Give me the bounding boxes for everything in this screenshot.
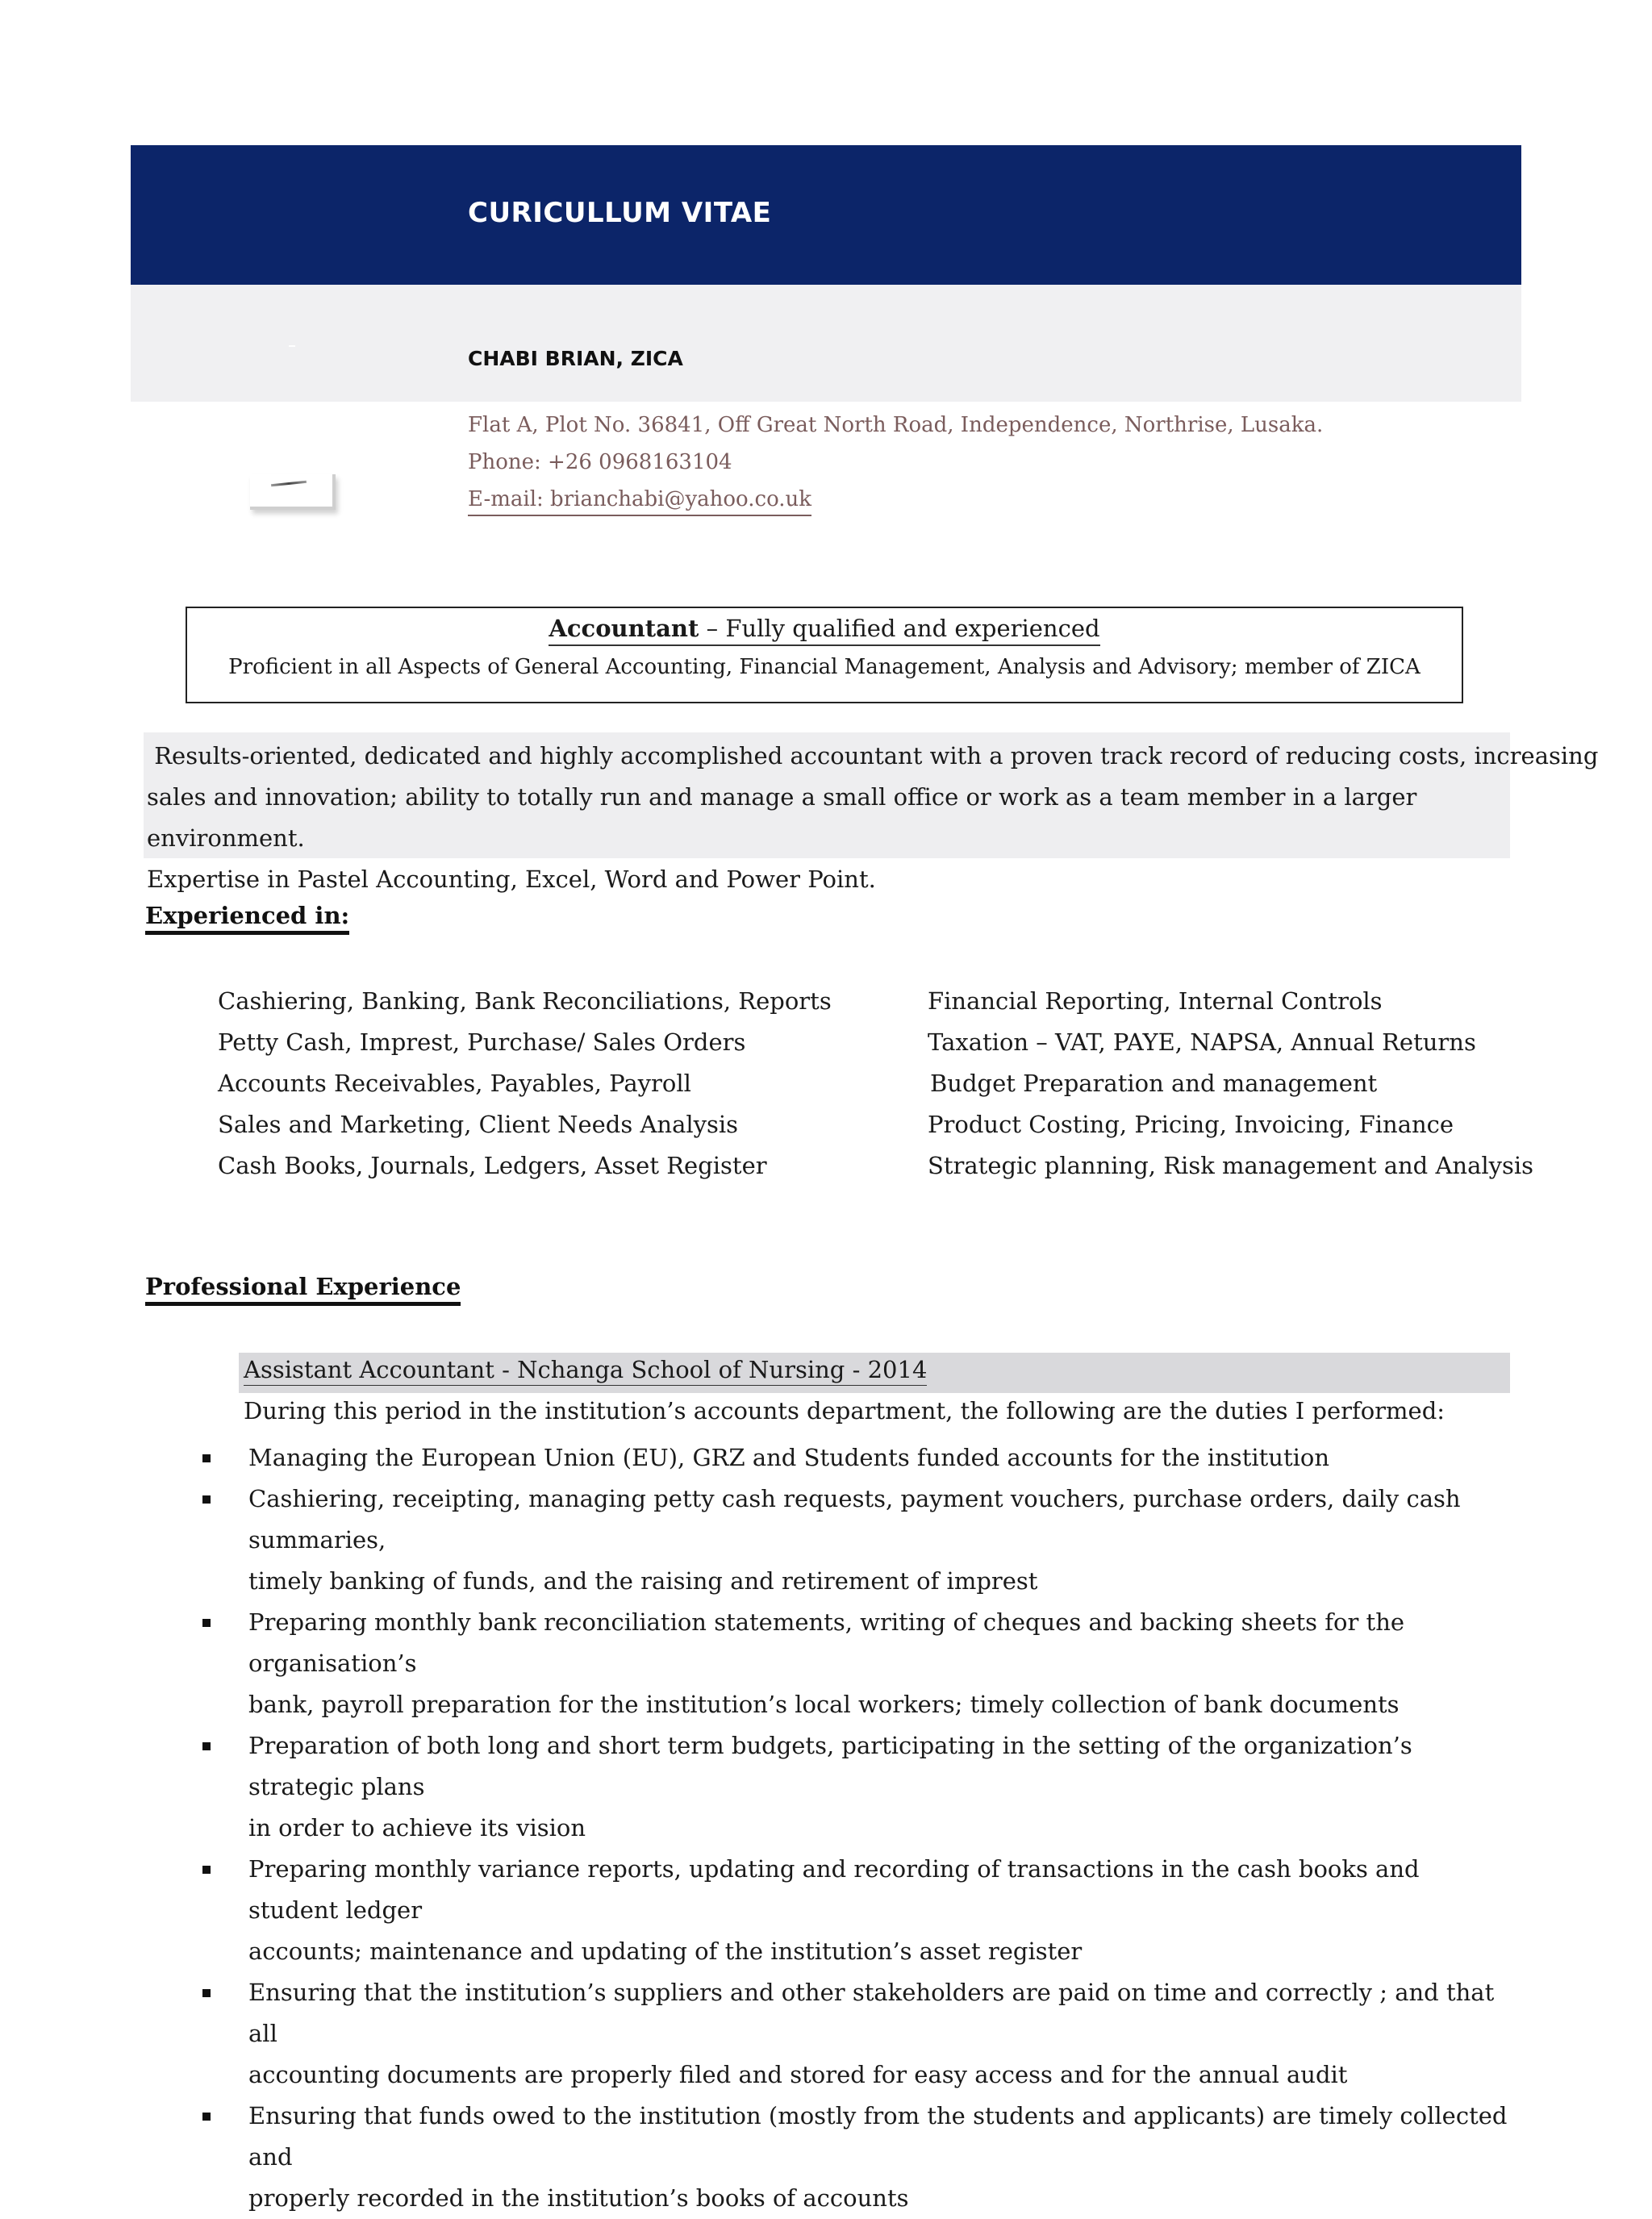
photo-glyph [271, 481, 307, 487]
skill-item: Financial Reporting, Internal Controls [928, 987, 1383, 1015]
contact-phone: Phone: +26 0968163104 [468, 450, 732, 474]
summary-headline-underline [549, 615, 1099, 646]
job-intro: During this period in the institution’s accounts department, the following are the duties I performed: [244, 1397, 1446, 1424]
duty-item [194, 1602, 1516, 1725]
duty-line: bank, payroll preparation for the institution’s local workers; timely collection of bank documents [248, 1691, 1400, 1718]
summary-tagline: Proficient in all Aspects of General Accounting, Financial Management, Analysis and Advisory; member of ZICA [228, 655, 1420, 679]
skill-item: Budget Preparation and management [930, 1070, 1378, 1097]
profile-line: Expertise in Pastel Accounting, Excel, Word and Power Point. [147, 865, 876, 893]
skill-item: Sales and Marketing, Client Needs Analysis [218, 1111, 739, 1138]
candidate-name: CHABI BRIAN, ZICA [468, 347, 683, 370]
bullet-icon [202, 1989, 211, 1997]
professional-experience-heading: Professional Experience [145, 1273, 461, 1306]
summary-headline [187, 615, 1462, 642]
bullet-icon [202, 1742, 211, 1750]
duties-list [194, 1437, 1516, 2219]
duty-line: Preparation of both long and short term budgets, participating in the setting of the organization’s strategic plans [248, 1732, 1412, 1800]
duty-line: accounting documents are properly filed and stored for easy access and for the annual audit [248, 2061, 1348, 2088]
bullet-icon [202, 1454, 211, 1462]
summary-role-rest: – Fully qualified and experienced [699, 615, 1100, 642]
duty-line: in order to achieve its vision [248, 1814, 586, 1842]
header-band [131, 145, 1521, 285]
duty-item [194, 2096, 1516, 2219]
summary-box [186, 607, 1463, 703]
skill-item: Accounts Receivables, Payables, Payroll [218, 1070, 691, 1097]
profile-line: sales and innovation; ability to totally run and manage a small office or work as a team member in a larger environment. [147, 783, 1417, 852]
skill-item: Product Costing, Pricing, Invoicing, Finance [928, 1111, 1454, 1138]
skill-item: Taxation – VAT, PAYE, NAPSA, Annual Returns [928, 1028, 1476, 1056]
photo-placeholder-icon [250, 474, 336, 510]
duty-line: Preparing monthly bank reconciliation statements, writing of cheques and backing sheets for the organisation’s [248, 1608, 1405, 1677]
duty-line: timely banking of funds, and the raising and retirement of imprest [248, 1567, 1038, 1595]
profile-line: Results-oriented, dedicated and highly accomplished accountant with a proven track record of reducing costs, increasing [147, 742, 1599, 770]
job-title: Assistant Accountant - Nchanga School of Nursing - 2014 [244, 1356, 927, 1386]
divider [289, 345, 295, 347]
duty-line: Managing the European Union (EU), GRZ and Students funded accounts for the institution [248, 1444, 1330, 1471]
duty-line: Cashiering, receipting, managing petty cash requests, payment vouchers, purchase orders, daily cash summaries, [248, 1485, 1461, 1554]
skill-item: Petty Cash, Imprest, Purchase/ Sales Orders [218, 1028, 746, 1056]
experienced-in-heading: Experienced in: [145, 902, 349, 935]
duty-item [194, 1849, 1516, 1972]
document-title: CURICULLUM VITAE [468, 197, 772, 229]
skill-item: Cash Books, Journals, Ledgers, Asset Register [218, 1152, 767, 1179]
profile-text [147, 736, 1599, 900]
duty-item [194, 1972, 1516, 2096]
bullet-icon [202, 1495, 211, 1504]
skills-right-column [928, 981, 1533, 1187]
duty-item [194, 1437, 1516, 1479]
duty-item [194, 1725, 1516, 1849]
duty-line: properly recorded in the institution’s books of accounts [248, 2184, 909, 2212]
duty-line: accounts; maintenance and updating of the institution’s asset register [248, 1937, 1083, 1965]
name-band [131, 285, 1521, 402]
duty-item [194, 1479, 1516, 1602]
duty-line: Ensuring that funds owed to the institution (mostly from the students and applicants) are timely collected and [248, 2102, 1508, 2171]
summary-role: Accountant [549, 615, 699, 642]
duty-line: Preparing monthly variance reports, updating and recording of transactions in the cash books and student ledger [248, 1855, 1420, 1924]
contact-email[interactable]: E-mail: brianchabi@yahoo.co.uk [468, 487, 811, 516]
skill-item: Cashiering, Banking, Bank Reconciliations, Reports [218, 987, 832, 1015]
contact-address: Flat A, Plot No. 36841, Off Great North Road, Independence, Northrise, Lusaka. [468, 413, 1324, 437]
skills-left-column [218, 981, 832, 1187]
bullet-icon [202, 1619, 211, 1627]
bullet-icon [202, 2113, 211, 2121]
skill-item: Strategic planning, Risk management and Analysis [928, 1152, 1534, 1179]
bullet-icon [202, 1866, 211, 1874]
duty-line: Ensuring that the institution’s suppliers and other stakeholders are paid on time and correctly ; and that all [248, 1979, 1495, 2047]
